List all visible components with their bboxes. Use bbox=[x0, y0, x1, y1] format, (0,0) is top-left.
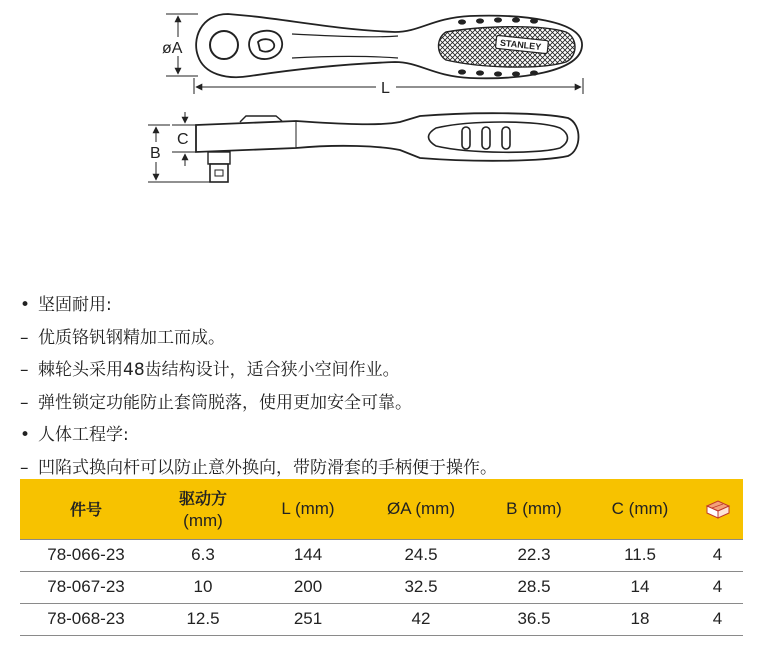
cell-l: 144 bbox=[254, 539, 362, 571]
header-l: L (mm) bbox=[281, 498, 335, 518]
dash-marker: – bbox=[20, 457, 29, 478]
dash-marker: – bbox=[20, 392, 29, 413]
feature-line bbox=[20, 387, 740, 420]
table-row bbox=[20, 571, 743, 603]
cell-part-no: 78-066-23 bbox=[20, 539, 152, 571]
table-row bbox=[20, 603, 743, 635]
cell-pack: 4 bbox=[692, 539, 743, 571]
dimension-a-label: øA bbox=[162, 40, 183, 57]
cell-l: 251 bbox=[254, 603, 362, 635]
header-part-no: 件号 bbox=[69, 500, 102, 520]
header-drive-line2: (mm) bbox=[183, 511, 223, 531]
cell-c: 11.5 bbox=[588, 539, 692, 571]
header-pack bbox=[692, 479, 743, 539]
header-drive bbox=[152, 479, 254, 539]
dimension-l-label: L bbox=[381, 80, 390, 97]
feature-text: 人体工程学: bbox=[38, 425, 129, 445]
dash-marker: – bbox=[20, 327, 29, 348]
cell-a: 24.5 bbox=[362, 539, 480, 571]
cell-drive: 6.3 bbox=[152, 539, 254, 571]
bullet-marker: • bbox=[20, 425, 31, 445]
feature-text: 凹陷式换向杆可以防止意外换向，带防滑套的手柄便于操作。 bbox=[38, 457, 497, 478]
table-row bbox=[20, 539, 743, 571]
ratchet-diagram bbox=[0, 0, 764, 200]
box-icon bbox=[705, 498, 731, 520]
feature-text: 弹性锁定功能防止套筒脱落，使用更加安全可靠。 bbox=[38, 392, 412, 413]
header-c: C (mm) bbox=[611, 498, 669, 518]
dimension-c-label: C bbox=[177, 131, 189, 148]
header-row bbox=[20, 479, 743, 539]
cell-c: 18 bbox=[588, 603, 692, 635]
feature-line bbox=[20, 419, 740, 452]
cell-a: 32.5 bbox=[362, 571, 480, 603]
bullet-marker: • bbox=[20, 295, 31, 315]
cell-pack: 4 bbox=[692, 603, 743, 635]
feature-line bbox=[20, 322, 740, 355]
cell-a: 42 bbox=[362, 603, 480, 635]
cell-b: 28.5 bbox=[480, 571, 588, 603]
table-header bbox=[20, 479, 743, 539]
dash-marker: – bbox=[20, 360, 29, 380]
cell-pack: 4 bbox=[692, 571, 743, 603]
feature-line bbox=[20, 289, 740, 322]
cell-b: 36.5 bbox=[480, 603, 588, 635]
cell-drive: 12.5 bbox=[152, 603, 254, 635]
cell-part-no: 78-068-23 bbox=[20, 603, 152, 635]
feature-text: 坚固耐用: bbox=[38, 295, 112, 315]
cell-l: 200 bbox=[254, 571, 362, 603]
dimension-b-label: B bbox=[150, 145, 161, 162]
brand-label: STANLEY bbox=[499, 37, 542, 52]
cell-part-no: 78-067-23 bbox=[20, 571, 152, 603]
table-body bbox=[20, 539, 743, 635]
cell-b: 22.3 bbox=[480, 539, 588, 571]
feature-text: 优质铬钒钢精加工而成。 bbox=[38, 327, 225, 348]
cell-c: 14 bbox=[588, 571, 692, 603]
feature-line bbox=[20, 354, 740, 387]
header-drive-line1: 驱动方 bbox=[178, 489, 227, 509]
spec-table bbox=[20, 479, 743, 636]
feature-list bbox=[20, 289, 740, 484]
header-a: ØA (mm) bbox=[387, 498, 455, 518]
header-b: B (mm) bbox=[506, 498, 562, 518]
feature-text: 棘轮头采用48齿结构设计，适合狭小空间作业。 bbox=[38, 360, 400, 380]
ratchet-side-view bbox=[196, 113, 579, 182]
cell-drive: 10 bbox=[152, 571, 254, 603]
